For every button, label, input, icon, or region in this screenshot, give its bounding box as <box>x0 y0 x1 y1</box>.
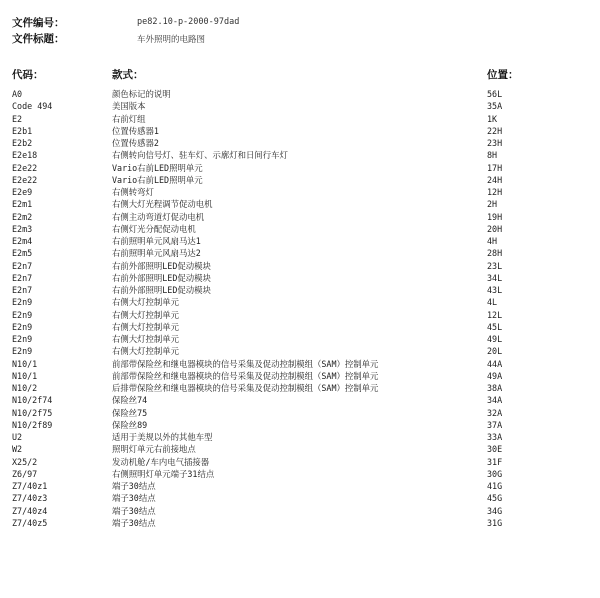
doc-title-value: 车外照明的电路图 <box>137 35 206 45</box>
component-position: 34G <box>487 505 503 516</box>
component-position: 56L <box>487 89 503 99</box>
component-position: 34L <box>487 272 503 283</box>
component-code: X25/2 <box>12 456 38 467</box>
component-code: E2e22 <box>12 162 38 173</box>
component-position: 33A <box>487 432 503 442</box>
table-row <box>0 309 600 321</box>
component-position: 30E <box>487 444 503 455</box>
component-code: E2n7 <box>12 272 33 283</box>
component-code: E2b1 <box>12 125 33 136</box>
component-position: 35A <box>487 101 503 112</box>
component-description: 保险丝89 <box>112 419 148 430</box>
component-description: 右侧大灯控制单元 <box>112 346 179 357</box>
component-position: 2H <box>487 199 498 210</box>
component-code: E2m3 <box>12 223 33 234</box>
component-description: 端子30结点 <box>112 481 156 491</box>
doc-number-label: 文件编号： <box>12 17 65 29</box>
component-position: 28H <box>487 248 503 259</box>
component-code: E2e22 <box>12 174 38 185</box>
component-description: 右侧主动弯道灯促动电机 <box>112 211 205 222</box>
table-row <box>0 505 600 517</box>
component-code: N10/2 <box>12 383 38 393</box>
component-code: E2n9 <box>12 346 33 357</box>
component-position: 17H <box>487 162 503 173</box>
table-row <box>0 296 600 308</box>
component-position: 44A <box>487 358 503 369</box>
component-code: N10/1 <box>12 370 38 381</box>
table-row <box>0 174 600 186</box>
component-position: 12H <box>487 187 503 197</box>
component-position: 45L <box>487 321 503 332</box>
component-position: 22H <box>487 125 503 136</box>
column-header-description: 款式： <box>112 69 144 81</box>
component-code: E2m2 <box>12 211 33 222</box>
component-position: 8H <box>487 150 498 161</box>
component-position: 49A <box>487 370 503 381</box>
table-row <box>0 333 600 345</box>
component-description: 右前外部照明LED促动模块 <box>112 285 211 295</box>
component-code: W2 <box>12 444 23 455</box>
component-description: 右侧大灯控制单元 <box>112 309 179 320</box>
component-description: 位置传感器2 <box>112 138 159 148</box>
component-description: 右侧转弯灯 <box>112 187 154 197</box>
component-position: 34A <box>487 395 503 406</box>
table-row <box>0 431 600 443</box>
component-code: E2n9 <box>12 334 33 344</box>
component-position: 32A <box>487 407 503 418</box>
component-description: Vario右前LED照明单元 <box>112 162 203 173</box>
component-position: 31G <box>487 517 503 528</box>
component-description: 位置传感器1 <box>112 125 159 136</box>
doc-number-value: pe82.10-p-2000-97dad <box>137 17 240 27</box>
table-row <box>0 186 600 198</box>
component-code: N10/2f89 <box>12 419 53 430</box>
component-code: N10/2f74 <box>12 395 53 406</box>
component-code: E2m5 <box>12 248 33 259</box>
table-row <box>0 149 600 161</box>
component-description: 右前外部照明LED促动模块 <box>112 260 211 271</box>
component-code: E2m1 <box>12 199 33 210</box>
table-row <box>0 260 600 272</box>
table-row <box>0 88 600 100</box>
component-code: N10/1 <box>12 358 38 369</box>
table-row <box>0 407 600 419</box>
component-description: 适用于美规以外的其他车型 <box>112 432 213 442</box>
component-code: Z6/97 <box>12 468 38 479</box>
component-description: 右侧大灯控制单元 <box>112 334 179 344</box>
table-row <box>0 480 600 492</box>
table-row <box>0 468 600 480</box>
component-description: 右侧灯光分配促动电机 <box>112 223 196 234</box>
table-row <box>0 235 600 247</box>
component-code: E2e18 <box>12 150 38 161</box>
table-row <box>0 382 600 394</box>
component-code: Z7/40z3 <box>12 493 48 504</box>
table-row <box>0 345 600 357</box>
component-position: 20L <box>487 346 503 357</box>
table-row <box>0 517 600 529</box>
component-position: 38A <box>487 383 503 393</box>
component-position: 19H <box>487 211 503 222</box>
component-table <box>0 88 600 529</box>
component-description: 端子30结点 <box>112 517 156 528</box>
component-code: Z7/40z5 <box>12 517 48 528</box>
component-description: 发动机舱/车内电气插接器 <box>112 456 210 467</box>
component-description: 右侧转向信号灯、驻车灯、示廓灯和日间行车灯 <box>112 150 288 161</box>
component-description: 前部带保险丝和继电器模块的信号采集及促动控制模组（SAM）控制单元 <box>112 370 379 381</box>
component-code: E2n7 <box>12 260 33 271</box>
component-position: 41G <box>487 481 503 491</box>
component-code: E2b2 <box>12 138 33 148</box>
table-row <box>0 492 600 504</box>
component-code: N10/2f75 <box>12 407 53 418</box>
component-position: 4H <box>487 236 498 246</box>
table-row <box>0 223 600 235</box>
component-code: A0 <box>12 89 23 99</box>
component-position: 23H <box>487 138 503 148</box>
component-position: 43L <box>487 285 503 295</box>
component-description: 右前外部照明LED促动模块 <box>112 272 211 283</box>
table-row <box>0 456 600 468</box>
component-code: E2m4 <box>12 236 33 246</box>
component-description: 颜色标记的说明 <box>112 89 171 99</box>
table-row <box>0 211 600 223</box>
component-code: Code 494 <box>12 101 53 112</box>
table-row <box>0 358 600 370</box>
table-row <box>0 113 600 125</box>
component-position: 31F <box>487 456 503 467</box>
table-row <box>0 272 600 284</box>
component-position: 37A <box>487 419 503 430</box>
component-description: Vario右前LED照明单元 <box>112 174 203 185</box>
component-description: 右侧大灯控制单元 <box>112 321 179 332</box>
component-description: 右侧照明灯单元端子31结点 <box>112 468 215 479</box>
component-position: 45G <box>487 493 503 504</box>
column-header-position: 位置： <box>487 69 519 81</box>
component-description: 右侧大灯控制单元 <box>112 297 179 308</box>
component-description: 端子30结点 <box>112 505 156 516</box>
table-row <box>0 443 600 455</box>
table-row <box>0 247 600 259</box>
component-code: E2n7 <box>12 285 33 295</box>
component-code: Z7/40z1 <box>12 481 48 491</box>
component-description: 美国版本 <box>112 101 146 112</box>
component-position: 24H <box>487 174 503 185</box>
component-position: 1K <box>487 113 498 124</box>
component-description: 右前照明单元风扇马达1 <box>112 236 201 246</box>
component-position: 20H <box>487 223 503 234</box>
component-description: 保险丝74 <box>112 395 148 406</box>
table-row <box>0 100 600 112</box>
component-description: 前部带保险丝和继电器模块的信号采集及促动控制模组（SAM）控制单元 <box>112 358 379 369</box>
component-code: E2n9 <box>12 321 33 332</box>
component-code: E2e9 <box>12 187 33 197</box>
component-description: 保险丝75 <box>112 407 148 418</box>
table-row <box>0 370 600 382</box>
table-row <box>0 394 600 406</box>
table-row <box>0 125 600 137</box>
component-description: 右前照明单元风扇马达2 <box>112 248 201 259</box>
column-header-code: 代码： <box>12 69 44 81</box>
table-row <box>0 198 600 210</box>
component-code: Z7/40z4 <box>12 505 48 516</box>
table-row <box>0 321 600 333</box>
component-code: E2n9 <box>12 309 33 320</box>
component-code: U2 <box>12 432 23 442</box>
component-description: 右前灯组 <box>112 113 146 124</box>
doc-title-label: 文件标题： <box>12 33 65 45</box>
component-description: 端子30结点 <box>112 493 156 504</box>
component-position: 30G <box>487 468 503 479</box>
component-description: 右侧大灯光程调节促动电机 <box>112 199 213 210</box>
component-description: 后排带保险丝和继电器模块的信号采集及促动控制模组（SAM）控制单元 <box>112 383 379 393</box>
component-code: E2 <box>12 113 23 124</box>
component-code: E2n9 <box>12 297 33 308</box>
table-row <box>0 419 600 431</box>
component-position: 4L <box>487 297 498 308</box>
table-row <box>0 284 600 296</box>
component-position: 49L <box>487 334 503 344</box>
component-position: 12L <box>487 309 503 320</box>
table-row <box>0 162 600 174</box>
component-description: 照明灯单元右前接地点 <box>112 444 196 455</box>
table-row <box>0 137 600 149</box>
component-position: 23L <box>487 260 503 271</box>
